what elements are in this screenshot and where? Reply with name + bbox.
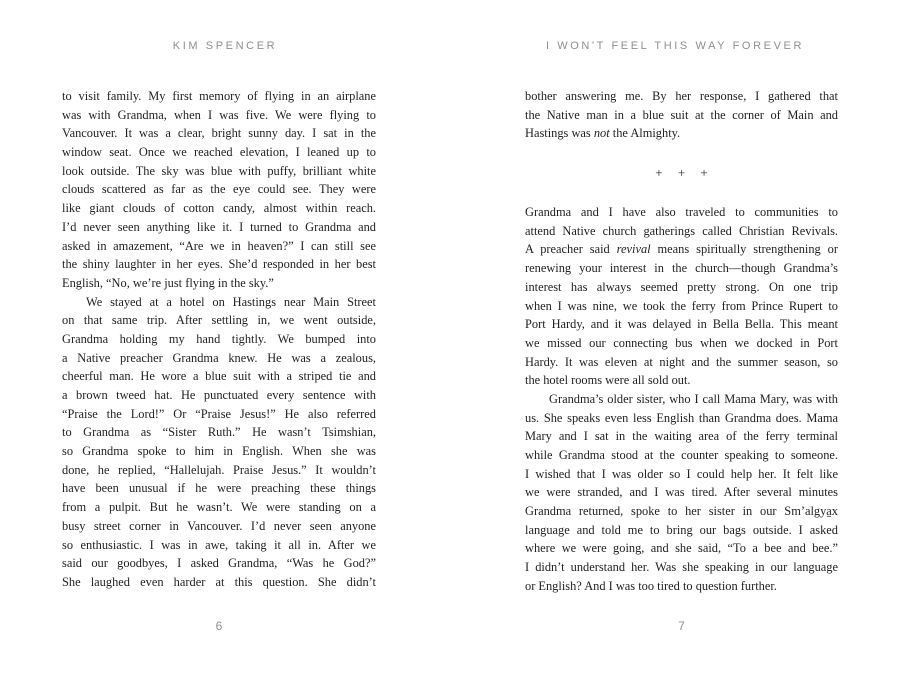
text-line: “Praise the Lord!” Or “Praise Jesus!” He also referred	[62, 406, 376, 421]
text-line: or English? And I was too tired to question further.	[525, 578, 777, 593]
text-line: said our goodbyes, I asked Grandma, “Was he God?”	[62, 556, 376, 571]
text-line: cheerful man. He wore a blue suit with a striped tie and	[62, 369, 376, 384]
text-line: clouds scattered as far as the eye could see. They were	[62, 182, 376, 197]
text-line: Grandma’s older sister, who I call Mama Mary, was with	[549, 391, 838, 406]
text-line: interest has always seemed pretty strong. On one trip	[525, 279, 838, 294]
right-page-text	[525, 87, 838, 596]
text-line: Vancouver. It was a clear, bright sunny day. I sat in the	[62, 126, 376, 141]
running-header-author: KIM SPENCER	[172, 40, 278, 52]
text-line: busy street corner in Vancouver. I’d never seen anyone	[62, 518, 376, 533]
text-line: while Grandma stood at the counter speaking to someone.	[525, 448, 838, 462]
page-number-right: 7	[678, 619, 685, 633]
text-line: I didn’t understand her. Was she speaking in our language	[525, 560, 838, 575]
right-page	[450, 0, 900, 675]
text-line: renewing your interest in the church—though Grandma’s	[525, 261, 838, 276]
text-line: A preacher said revival means spiritually strengthening or	[525, 242, 838, 257]
text-line: like giant clouds of cotton candy, almost within reach.	[62, 201, 376, 216]
text-line: bother answering me. By her response, I gathered that	[525, 89, 838, 103]
section-break: + + +	[655, 165, 714, 181]
text-line: We stayed at a hotel on Hastings near Main Street	[86, 294, 376, 309]
text-line: done, he replied, “Hallelujah. Praise Jesus.” It wouldn’t	[62, 462, 376, 477]
text-line: to visit family. My first memory of flying in an airplane	[62, 89, 376, 103]
text-line: where we were going, and she said, “To a bee and bee.”	[525, 541, 838, 556]
text-line: on that same trip. After settling in, we went outside,	[62, 313, 376, 328]
text-line: language and told me to bring our bags outside. I asked	[525, 522, 838, 537]
text-line: a brown tweed hat. He punctuated every sentence with	[62, 388, 376, 402]
text-line: so Grandma spoke to him in English. When she was	[62, 444, 376, 459]
text-line: to Grandma as “Sister Ruth.” He wasn’t Tsimshian,	[62, 425, 376, 440]
text-line: Grandma and I have also traveled to communities to	[525, 205, 838, 220]
text-line: window seat. Once we reached elevation, I leaned up to	[62, 145, 376, 160]
text-line: English, “No, we’re just flying in the sky.”	[62, 275, 274, 290]
text-line: have been unusual if he were preaching these things	[62, 481, 376, 496]
text-line: I’d never seen anything like it. I turned to Grandma and	[62, 219, 376, 234]
running-header-title: I WON'T FEEL THIS WAY FOREVER	[545, 40, 804, 52]
text-line: asked in amazement, “Are we in heaven?” I can still see	[62, 238, 376, 253]
text-line: Mary and I sat in the waiting area of the ferry terminal	[525, 429, 838, 444]
text-line: look outside. The sky was blue with puffy, brilliant white	[62, 163, 376, 178]
page-number-left: 6	[215, 619, 223, 633]
text-line: Grandma returned, spoke to her sister in our Sm’algya̱x	[525, 504, 838, 519]
text-line: was with Grandma, when I was five. We were flying to	[62, 107, 376, 122]
text-line: the hotel rooms were all sold out.	[525, 373, 691, 388]
text-line: Hardy. It was eleven at night and the summer season, so	[525, 354, 838, 369]
text-line: from a pulpit. But he wasn’t. We were standing on a	[62, 500, 376, 515]
text-line: the shiny laughter in her eyes. She’d responded in her best	[62, 257, 376, 272]
text-line: we were stranded, and I was tired. After several minutes	[525, 485, 838, 500]
text-line: attend Native church gatherings called Christian Revivals.	[525, 223, 838, 238]
text-line: we missed our connecting bus when we docked in Port	[525, 335, 838, 350]
left-page-text	[62, 87, 376, 592]
text-line: Grandma holding my hand tightly. We bumped into	[62, 331, 376, 346]
text-line: the Native man in a blue suit at the corner of Main and	[525, 107, 838, 122]
text-line: She laughed even harder at this question. She didn’t	[62, 574, 376, 589]
text-line: I wished that I was older so I could help her. It felt like	[525, 466, 838, 481]
text-line: Port Hardy, and it was delayed in Bella Bella. This meant	[525, 317, 838, 332]
text-line: a Native preacher Grandma knew. He was a zealous,	[62, 350, 376, 365]
text-line: us. She speaks even less English than Grandma does. Mama	[525, 410, 838, 425]
text-line: when I was nine, we took the ferry from Prince Rupert to	[525, 298, 838, 313]
text-line: Hastings was not the Almighty.	[525, 126, 681, 141]
text-line: so enthusiastic. I was in awe, taking it all in. After we	[62, 537, 376, 552]
